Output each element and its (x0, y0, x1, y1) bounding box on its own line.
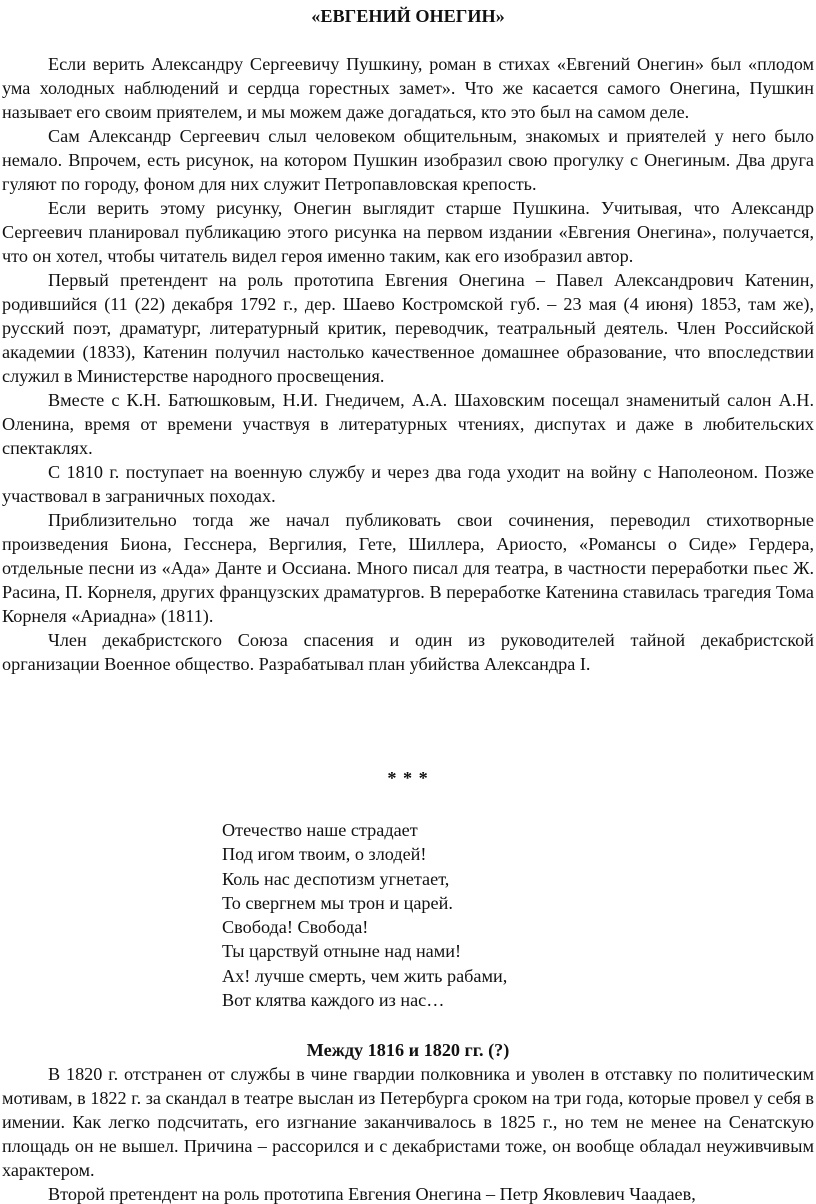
poem-line: Свобода! Свобода! (222, 917, 369, 938)
poem-line: Ты царствуй отныне над нами! (222, 941, 462, 962)
section-separator: * * * (387, 768, 429, 788)
poem (222, 818, 642, 1012)
paragraph: Вместе с К.Н. Батюшковым, Н.И. Гнедичем, А.А. Шаховским посещал знаменитый салон А.Н. Оленина, время от времени участвуя в литературных чтениях, диспутах и даже в любительских спектаклях. (2, 390, 814, 458)
paragraph: В 1820 г. отстранен от службы в чине гвардии полковника и уволен в отставку по политическим мотивам, в 1822 г. за скандал в театре выслан из Петербурга сроком на три года, которые провел у себя в имении. Как легко подсчитать, его изгнание заканчивалось в 1825 г., но тем не менее на Сенатскую площадь он не вышел. Причина – рассорился и с декабристами тоже, он вообще обладал неуживчивым характером. (2, 1064, 814, 1180)
poem-line: Отечество наше страдает (222, 820, 418, 840)
paragraph: Приблизительно тогда же начал публиковать свои сочинения, переводил стихотворные произведения Биона, Гесснера, Вергилия, Гете, Шиллера, Ариосто, «Романсы о Сиде» Гердера, отдельные песни из «Ада» Данте и Оссиана. Много писал для театра, в частности переработки пьес Ж. Расина, П. Корнеля, других французских драматургов. В переработке Катенина ставилась трагедия Тома Корнеля «Ариадна» (1811). (2, 510, 814, 626)
section-subheading: Между 1816 и 1820 гг. (?) (306, 1040, 510, 1060)
document-title: «ЕВГЕНИЙ ОНЕГИН» (311, 6, 505, 26)
paragraph: Если верить Александру Сергеевичу Пушкину, роман в стихах «Евгений Онегин» был «плодом ума холодных наблюдений и сердца горестных замет». Что же касается самого Онегина, Пушкин называет его своим приятелем, и мы можем даже догадаться, кто это был на самом деле. (2, 54, 814, 122)
poem-line: То свергнем мы трон и царей. (222, 892, 453, 913)
paragraph: Член декабристского Союза спасения и один из руководителей тайной декабристской организации Военное общество. Разрабатывал план убийства Александра I. (2, 630, 814, 674)
paragraph: Если верить этому рисунку, Онегин выглядит старше Пушкина. Учитывая, что Александр Сергеевич планировал публикацию этого рисунка на первом издании «Евгения Онегина», получается, что он хотел, чтобы читатель видел героя именно таким, как его изобразил автор. (2, 198, 814, 266)
poem-line: Ах! лучше смерть, чем жить рабами, (222, 965, 508, 986)
poem-line: Вот клятва каждого из нас… (222, 990, 445, 1011)
poem-line: Под игом твоим, о злодей! (222, 844, 427, 865)
main-text (2, 52, 814, 676)
paragraph: Сам Александр Сергеевич слыл человеком общительным, знакомых и приятелей у него было немало. Впрочем, есть рисунок, на котором Пушкин изобразил свою прогулку с Онегиным. Два друга гуляют по городу, фоном для них служит Петропавловская крепость. (2, 126, 814, 194)
continued-text (2, 1062, 814, 1204)
paragraph: С 1810 г. поступает на военную службу и через два года уходит на войну с Наполеоном. Позже участвовал в заграничных походах. (2, 462, 814, 506)
paragraph: Первый претендент на роль прототипа Евгения Онегина – Павел Александрович Катенин, родившийся (11 (22) декабря 1792 г., дер. Шаево Костромской губ. – 23 мая (4 июня) 1853, там же), русский поэт, драматург, литературный критик, переводчик, театральный деятель. Член Российской академии (1833), Катенин получил настолько качественное домашнее образование, что впоследствии служил в Министерстве народного просвещения. (2, 270, 814, 386)
poem-line: Коль нас деспотизм угнетает, (222, 868, 450, 889)
paragraph: Второй претендент на роль прототипа Евгения Онегина – Петр Яковлевич Чаадаев, (48, 1184, 696, 1204)
